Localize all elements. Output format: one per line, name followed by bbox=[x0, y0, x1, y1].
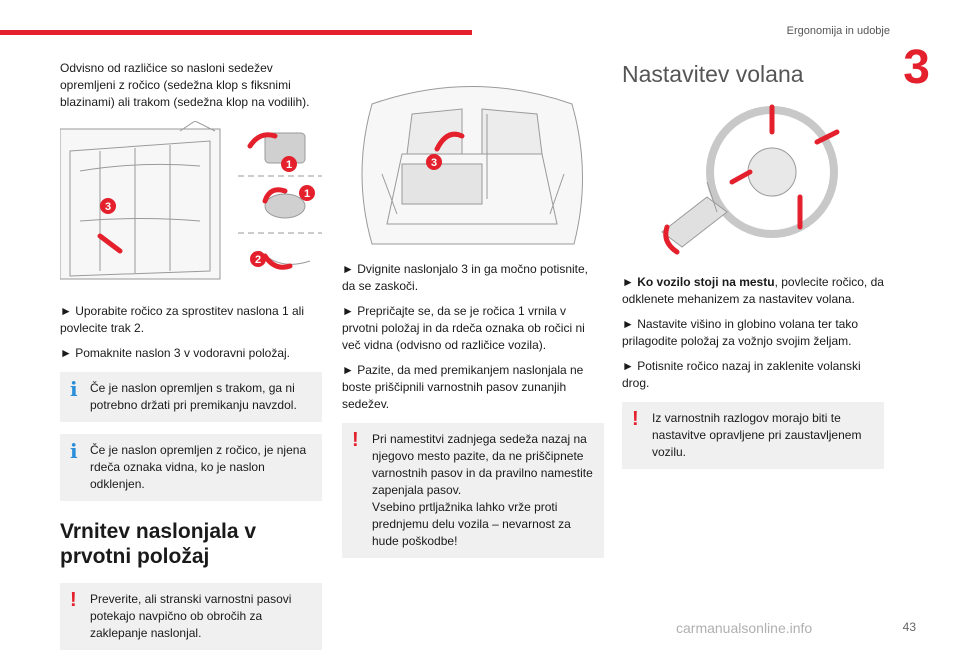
page-title: Nastavitev volana bbox=[622, 61, 804, 87]
callout-1b bbox=[299, 185, 315, 201]
info-note-strap: i Če je naslon opremljen s trakom, ga ni potrebno držati pri premikanju navzdol. bbox=[60, 372, 322, 422]
svg-text:1: 1 bbox=[303, 188, 311, 200]
svg-text:2: 2 bbox=[254, 254, 262, 266]
info-icon: i bbox=[70, 377, 78, 401]
warning-icon: ! bbox=[352, 429, 359, 451]
warning-belts: ! Preverite, ali stranski varnostni pasovi potekajo navpično ob obročih za zaklepanje naslonjal. bbox=[60, 583, 322, 650]
trunk-illustration bbox=[342, 74, 604, 249]
warning-stationary: ! Iz varnostnih razlogov morajo biti te nastavitve opravljene pri zaustavljenem vozilu. bbox=[622, 402, 884, 469]
page-number: 43 bbox=[902, 620, 916, 634]
section-title: Ergonomija in udobje bbox=[786, 25, 890, 37]
column-2 bbox=[342, 60, 604, 570]
section-heading-return: Vrnitev naslonjala v prvotni položaj bbox=[60, 520, 257, 568]
step-lock: ► Potisnite ročico nazaj in zaklenite volanski drog. bbox=[622, 359, 861, 390]
header-accent-bar bbox=[0, 30, 472, 35]
svg-text:3: 3 bbox=[430, 157, 438, 169]
watermark: carmanualsonline.info bbox=[676, 620, 813, 636]
callout-1a bbox=[281, 156, 297, 172]
callout-3 bbox=[426, 154, 442, 170]
step-check-lever: ► Prepričajte se, da se je ročica 1 vrnila v prvotni položaj in da rdeča oznaka ob ročici ni več vidna (odvisno od različice vozila). bbox=[342, 304, 585, 352]
warning-rear-seat: ! Pri namestitvi zadnjega sedeža nazaj na njegovo mesto pazite, da ne priščipnete varnostnih pasov in da pravilno namestite zapenjala pasov. Vsebino prtljažnika lahko vrže proti prednjemu delu vozila – nevarnost za hude poškodbe! bbox=[342, 423, 604, 558]
column-3 bbox=[622, 60, 884, 481]
warning-icon: ! bbox=[632, 408, 639, 430]
steering-wheel-illustration bbox=[622, 102, 884, 262]
svg-text:1: 1 bbox=[285, 159, 293, 171]
step-release-lever: ► Ko vozilo stoji na mestu, povlecite ročico, da odklenete mehanizem za nastavitev volana. bbox=[622, 275, 884, 306]
step-adjust: ► Nastavite višino in globino volana ter tako prilagodite položaj za vožnjo svojim željam. bbox=[622, 317, 859, 348]
callout-3 bbox=[100, 198, 116, 214]
info-icon: i bbox=[70, 439, 78, 463]
step-raise: ► Dvignite naslonjalo 3 in ga močno potisnite, da se zaskoči. bbox=[342, 262, 589, 293]
callout-2 bbox=[250, 251, 266, 267]
info-note-lever: i Če je naslon opremljen z ročico, je njena rdeča oznaka vidna, ko je naslon odklenjen. bbox=[60, 434, 322, 501]
step-release: ► Uporabite ročico za sprostitev naslona 1 ali povlecite trak 2. bbox=[60, 304, 304, 335]
svg-text:3: 3 bbox=[104, 201, 112, 213]
column-1 bbox=[60, 60, 322, 662]
warning-icon: ! bbox=[70, 589, 77, 611]
step-belts: ► Pazite, da med premikanjem naslonjala ne boste priščipnili varnostnih pasov zunanjih sedežev. bbox=[342, 363, 584, 411]
step-fold: ► Pomaknite naslon 3 v vodoravni položaj. bbox=[60, 346, 291, 360]
chapter-number: 3 bbox=[903, 41, 930, 94]
seat-release-illustration bbox=[60, 121, 322, 291]
intro-paragraph: Odvisno od različice so nasloni sedežev opremljeni z ročico (sedežna klop s fiksnimi blazinami) ali trakom (sedežna klop na vodilih). bbox=[60, 61, 310, 109]
